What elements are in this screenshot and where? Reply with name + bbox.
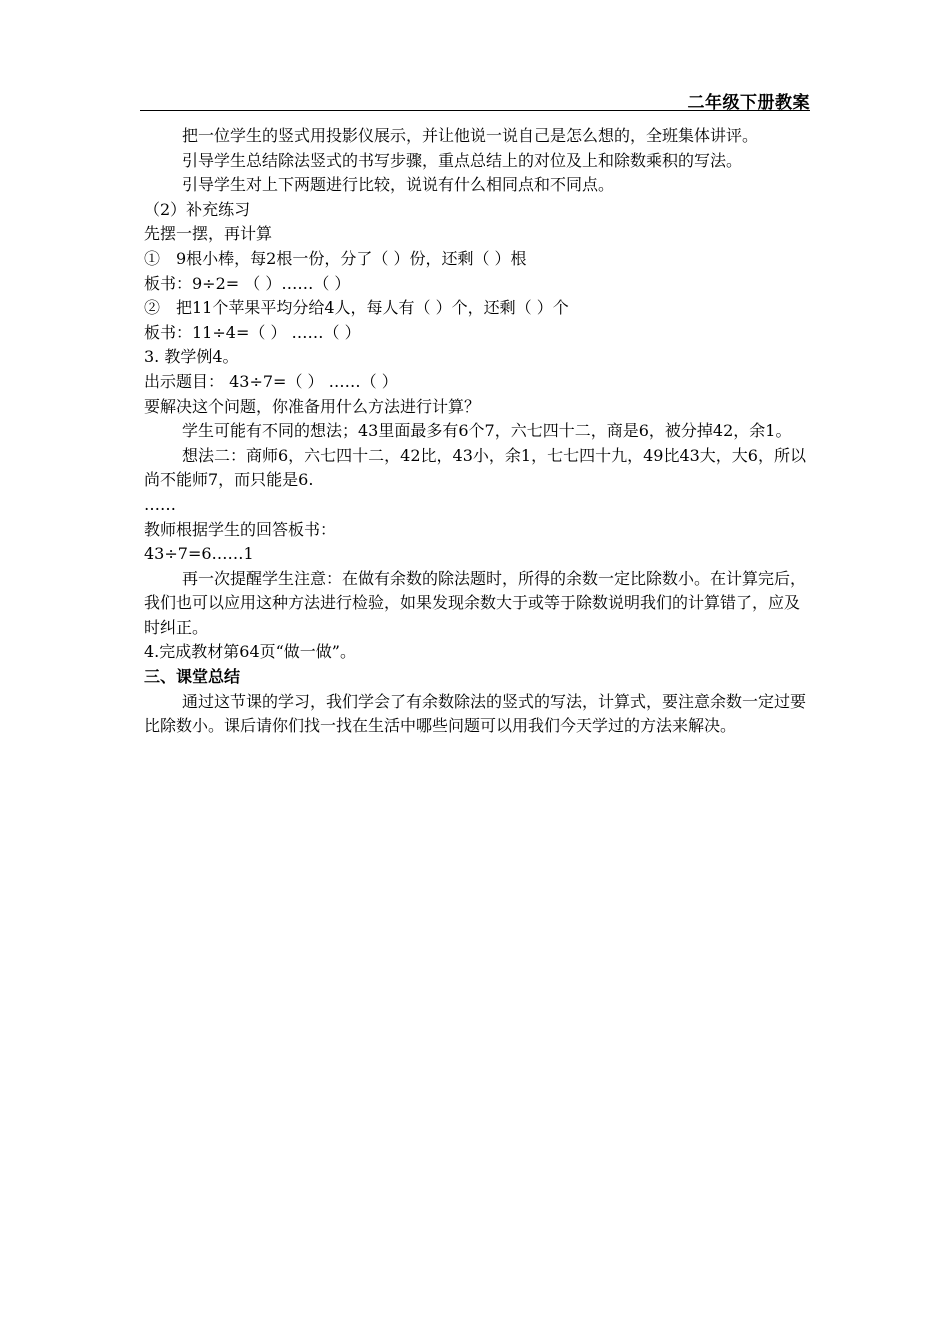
header-title: 二年级下册教案 <box>687 93 810 113</box>
paragraph-summarize-steps: 引导学生总结除法竖式的书写步骤，重点总结上的对位及上和除数乘积的写法。 <box>182 150 743 170</box>
paragraph-summary: 通过这节课的学习，我们学会了有余数除法的竖式的写法，计算式，要注意余数一定过要比除数小。课后请你们找一找在生活中哪些问题可以用我们今天学过的方法来解决。 <box>144 691 807 736</box>
document-body <box>144 124 810 739</box>
board-note-2: 板书：11÷4=（ ） ……（ ） <box>144 322 361 342</box>
board-equation: 43÷7=6……1 <box>144 544 254 564</box>
paragraph-compare: 引导学生对上下两题进行比较，说说有什么相同点和不同点。 <box>182 175 615 195</box>
board-intro: 教师根据学生的回答板书： <box>144 519 337 539</box>
paragraph-display-work: 把一位学生的竖式用投影仪展示，并让他说一说自己是怎么想的，全班集体讲评。 <box>182 126 759 145</box>
question-line: 要解决这个问题，你准备用什么方法进行计算？ <box>144 396 481 416</box>
textbook-exercise: 4.完成教材第64页“做一做”。 <box>144 642 356 662</box>
paragraph-reminder: 再一次提醒学生注意：在做有余数的除法题时，所得的余数一定比除数小。在计算完后，我们也可以应用这种方法进行检验，如果发现余数大于或等于除数说明我们的计算错了，应及时纠正。 <box>144 568 807 637</box>
exercise-2: ② 把11个苹果平均分给4人，每人有（ ）个，还剩（ ）个 <box>144 298 569 318</box>
exercise-1: ① 9根小棒，每2根一份，分了（ ）份，还剩（ ）根 <box>144 248 527 268</box>
instruction-line: 先摆一摆，再计算 <box>144 224 273 244</box>
section-lesson-summary: 三、课堂总结 <box>144 667 241 687</box>
header-divider <box>140 110 810 111</box>
section-supplementary-practice: （2）补充练习 <box>144 199 251 219</box>
paragraph-idea-2: 想法二：商师6，六七四十二，42比，43小，余1，七七四十九，49比43大，大6，所以尚不能师7，而只能是6. <box>144 445 806 490</box>
ellipsis-line: …… <box>144 494 176 514</box>
board-note-1: 板书：9÷2= （ ）……（ ） <box>144 273 351 293</box>
paragraph-idea-1: 学生可能有不同的想法；43里面最多有6个7，六七四十二，商是6，被分掉42，余1。 <box>182 421 792 441</box>
section-example-4: 3. 教学例4。 <box>144 347 239 367</box>
problem-statement: 出示题目： 43÷7=（ ） ……（ ） <box>144 371 398 391</box>
